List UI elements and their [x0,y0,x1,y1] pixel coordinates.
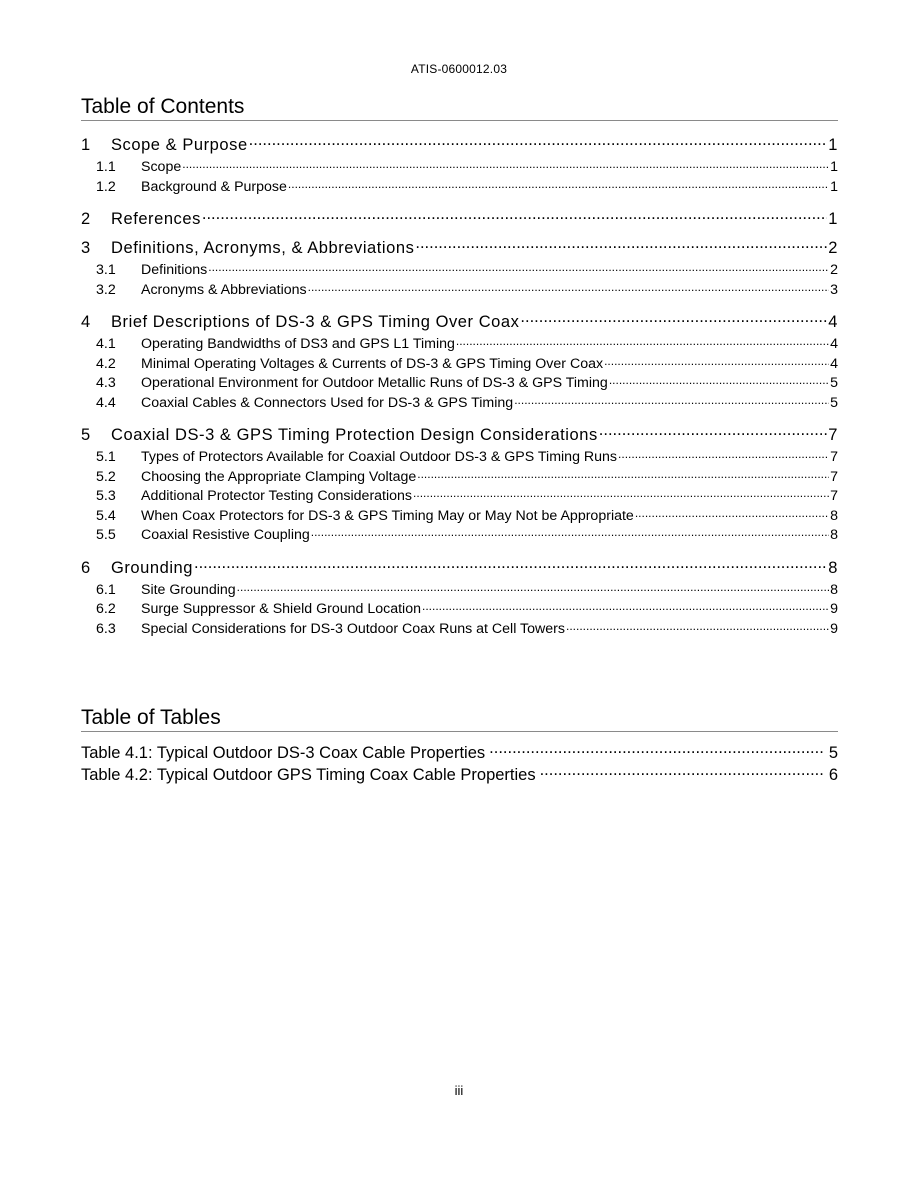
toc-subentry-label: Site Grounding [141,581,236,598]
toc-entry-subsection-5-1[interactable] [81,445,838,465]
toc-subentry-label: Definitions [141,262,208,278]
toc-entry-page: 1 [828,136,838,154]
dot-leader [208,258,829,274]
toc-subentry-label: Acronyms & Abbreviations [141,281,307,298]
dot-leader [618,445,829,461]
dot-leader [635,504,829,520]
toc-entry-label: Brief Descriptions of DS-3 & GPS Timing Over Coax [111,313,520,331]
dot-leader [604,352,829,368]
toc-subentry-page: 7 [830,488,838,504]
toc-entry-label: Scope & Purpose [111,136,248,154]
toc-subentry-page: 2 [830,262,838,278]
toc-entry-subsection-4-4[interactable] [81,391,838,411]
toc-entry-number: 2 [81,210,91,228]
toc-subentry-label: Scope [141,159,182,175]
toc-group-gap [81,636,838,642]
toc-entry-subsection-6-3[interactable] [81,617,838,637]
toc-subentry-number: 5.4 [96,507,116,524]
toc-entry-page: 1 [828,210,838,228]
table-of-tables [81,740,838,784]
toc-entry-number: 3 [81,239,91,257]
dot-leader [520,307,827,327]
dot-leader [415,233,827,253]
toc-subentry-label: Minimal Operating Voltages & Currents of DS-3 & GPS Timing Over Coax [141,355,604,372]
dot-leader [237,578,829,594]
dot-leader [456,332,829,348]
tot-entry-label: Table 4.1: Typical Outdoor DS-3 Coax Cable Properties [81,744,486,762]
toc-subentry-number: 6.3 [96,620,116,637]
toc-subentry-label: Surge Suppressor & Shield Ground Location [141,601,421,617]
toc-entry-subsection-3-2[interactable] [81,278,838,298]
toc-subentry-number: 3.1 [96,262,116,278]
toc-subentry-page: 3 [830,281,838,298]
toc-entry-number: 4 [81,313,91,331]
toc-subentry-label: Choosing the Appropriate Clamping Voltage [141,468,417,485]
dot-leader [182,155,829,171]
dot-leader [540,762,825,780]
toc-subentry-number: 1.1 [96,159,116,175]
toc-entry-section-6[interactable] [81,549,838,578]
dot-leader [422,597,829,613]
toc-subentry-number: 6.2 [96,601,116,617]
toc-subentry-page: 4 [830,336,838,352]
toc-subentry-page: 9 [830,620,838,637]
document-id-header: ATIS-0600012.03 [410,62,508,76]
toc-subentry-number: 4.2 [96,355,116,372]
toc-subentry-number: 1.2 [96,178,116,195]
dot-leader [288,175,829,191]
table-of-contents [81,126,838,642]
toc-subentry-page: 8 [830,581,838,598]
toc-entry-label: Coaxial DS-3 & GPS Timing Protection Design Considerations [111,426,598,444]
toc-entry-subsection-6-1[interactable] [81,578,838,598]
toc-entry-subsection-1-2[interactable] [81,175,838,195]
toc-entry-subsection-5-3[interactable] [81,484,838,504]
toc-entry-section-1[interactable] [81,126,838,155]
dot-leader [599,420,827,440]
toc-entry-section-3[interactable] [81,229,838,258]
toc-entry-section-5[interactable] [81,416,838,445]
toc-entry-subsection-4-3[interactable] [81,371,838,391]
toc-subentry-label: Operational Environment for Outdoor Metallic Runs of DS-3 & GPS Timing [141,375,608,391]
dot-leader [194,553,827,573]
toc-subentry-number: 6.1 [96,581,116,598]
toc-subentry-label: Operating Bandwidths of DS3 and GPS L1 Timing [141,336,455,352]
toc-subentry-page: 8 [830,527,838,543]
toc-entry-subsection-4-2[interactable] [81,352,838,372]
tot-entry[interactable] [81,762,838,784]
toc-entry-section-4[interactable] [81,303,838,332]
toc-subentry-label: Coaxial Cables & Connectors Used for DS-3 & GPS Timing [141,394,514,411]
toc-entry-page: 2 [828,239,838,257]
dot-leader [417,465,829,481]
toc-entry-page: 8 [828,558,838,577]
toc-subentry-label: Additional Protector Testing Considerations [141,488,413,504]
toc-subentry-number: 3.2 [96,281,116,298]
toc-subentry-number: 4.1 [96,336,116,352]
toc-entry-subsection-5-2[interactable] [81,465,838,485]
toc-subentry-label: Coaxial Resistive Coupling [141,527,310,543]
toc-entry-number: 5 [81,426,91,444]
toc-subentry-page: 8 [830,507,838,524]
toc-subentry-label: Background & Purpose [141,178,287,195]
toc-subentry-label: Types of Protectors Available for Coaxial Outdoor DS-3 & GPS Timing Runs [141,449,618,465]
toc-entry-label: Definitions, Acronyms, & Abbreviations [111,239,415,257]
dot-leader [413,484,829,500]
tot-entry-page: 6 [828,766,838,784]
tot-entry-page: 5 [828,744,838,762]
toc-entry-subsection-1-1[interactable] [81,155,838,175]
dot-leader [308,278,830,294]
toc-subentry-number: 5.1 [96,449,116,465]
toc-subentry-page: 9 [830,601,838,617]
tot-title: Table of Tables [81,706,838,732]
toc-subentry-label: When Coax Protectors for DS-3 & GPS Timing May or May Not be Appropriate [141,507,634,524]
toc-subentry-page: 5 [830,394,838,411]
dot-leader [249,130,828,150]
toc-entry-page: 7 [828,426,838,444]
toc-entry-subsection-4-1[interactable] [81,332,838,352]
toc-entry-label: Grounding [111,558,194,577]
toc-entry-label: References [111,210,201,228]
tot-entry[interactable] [81,740,838,762]
toc-entry-subsection-5-5[interactable] [81,523,838,543]
dot-leader [609,371,829,387]
toc-subentry-number: 5.2 [96,468,116,485]
toc-subentry-page: 7 [830,468,838,485]
toc-subentry-number: 4.4 [96,394,116,411]
toc-subentry-page: 4 [830,355,838,372]
toc-subentry-page: 1 [830,178,838,195]
toc-entry-number: 6 [81,558,91,577]
dot-leader [202,204,827,224]
toc-subentry-number: 5.3 [96,488,116,504]
toc-subentry-page: 5 [830,375,838,391]
dot-leader [489,740,825,758]
toc-entry-subsection-5-4[interactable] [81,504,838,524]
toc-subentry-page: 7 [830,449,838,465]
toc-entry-page: 4 [828,313,838,331]
toc-subentry-page: 1 [830,159,838,175]
toc-subentry-label: Special Considerations for DS-3 Outdoor Coax Runs at Cell Towers [141,620,565,637]
dot-leader [311,523,829,539]
toc-title: Table of Contents [81,95,838,121]
toc-entry-subsection-6-2[interactable] [81,597,838,617]
toc-entry-number: 1 [81,136,91,154]
page-number: iii [454,1083,464,1098]
dot-leader [566,617,829,633]
toc-subentry-number: 5.5 [96,527,116,543]
dot-leader [514,391,829,407]
toc-entry-subsection-3-1[interactable] [81,258,838,278]
toc-entry-section-2[interactable] [81,200,838,229]
toc-subentry-number: 4.3 [96,375,116,391]
tot-entry-label: Table 4.2: Typical Outdoor GPS Timing Coax Cable Properties [81,766,536,784]
